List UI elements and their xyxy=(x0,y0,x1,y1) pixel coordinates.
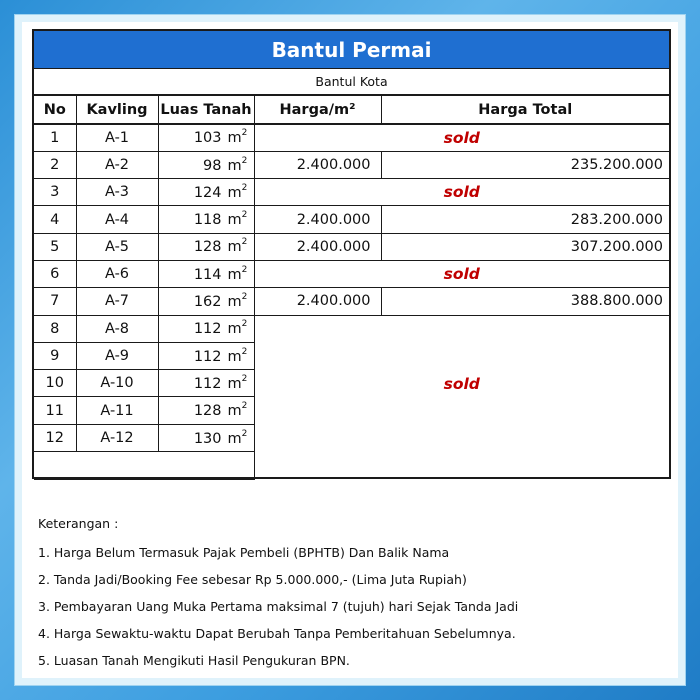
cell-luas-tanah xyxy=(158,370,254,397)
unit-superscript: 2 xyxy=(241,237,248,248)
unit-label xyxy=(222,210,248,228)
cell-luas-tanah xyxy=(158,260,254,287)
unit-text: m xyxy=(227,403,242,420)
price-list-card xyxy=(22,22,678,678)
unit-superscript: 2 xyxy=(241,373,248,384)
cell-kavling: A-5 xyxy=(76,233,158,260)
luas-value: 103 xyxy=(193,130,222,147)
unit-text: m xyxy=(227,293,242,310)
table-header-row xyxy=(34,96,669,124)
table-row xyxy=(34,179,669,206)
unit-label xyxy=(222,237,248,256)
unit-superscript: 2 xyxy=(241,155,248,166)
unit-label xyxy=(222,292,248,310)
page-title: Bantul Permai xyxy=(34,31,669,69)
note-item: 1. Harga Belum Termasuk Pajak Pembeli (BPHTB) Dan Balik Nama xyxy=(38,545,450,560)
unit-label xyxy=(222,182,248,201)
cell-harga-total: 388.800.000 xyxy=(381,288,669,315)
cell-kavling: A-6 xyxy=(76,260,158,287)
header-kavling: Kavling xyxy=(76,96,158,124)
unit-text: m xyxy=(227,430,242,447)
cell-harga-per-m2: 2.400.000 xyxy=(254,206,381,233)
table-body xyxy=(34,124,669,479)
cell-no: 11 xyxy=(34,397,76,424)
unit-superscript: 2 xyxy=(241,128,248,139)
luas-value: 128 xyxy=(193,403,222,420)
unit-superscript: 2 xyxy=(241,264,248,275)
unit-text: m xyxy=(227,375,242,392)
luas-value: 112 xyxy=(193,375,222,392)
cell-luas-tanah xyxy=(158,342,254,369)
unit-label xyxy=(222,373,248,392)
unit-superscript: 2 xyxy=(241,319,248,330)
note-item: 4. Harga Sewaktu-waktu Dapat Berubah Tanpa Pemberitahuan Sebelumnya. xyxy=(38,626,516,641)
cell-luas-tanah xyxy=(158,288,254,315)
cell-no: 10 xyxy=(34,370,76,397)
unit-text: m xyxy=(227,239,242,256)
header-harga-total: Harga Total xyxy=(381,96,669,124)
cell-no: 6 xyxy=(34,260,76,287)
cell-no: 5 xyxy=(34,233,76,260)
luas-value: 118 xyxy=(193,211,222,228)
cell-kavling: A-12 xyxy=(76,424,158,451)
cell-kavling: A-3 xyxy=(76,179,158,206)
table-row xyxy=(34,260,669,287)
unit-text: m xyxy=(227,130,242,147)
luas-value: 128 xyxy=(193,239,222,256)
unit-label xyxy=(222,428,248,447)
blank-cell xyxy=(34,452,254,479)
cell-harga-per-m2: 2.400.000 xyxy=(254,288,381,315)
unit-superscript: 2 xyxy=(241,292,248,303)
unit-label xyxy=(222,401,248,420)
cell-kavling: A-9 xyxy=(76,342,158,369)
cell-harga-per-m2: 2.400.000 xyxy=(254,233,381,260)
table-row xyxy=(34,206,669,233)
sold-label: sold xyxy=(254,124,669,151)
cell-luas-tanah xyxy=(158,124,254,151)
unit-text: m xyxy=(227,157,242,174)
table-row xyxy=(34,151,669,178)
cell-no: 7 xyxy=(34,288,76,315)
unit-text: m xyxy=(227,321,242,338)
cell-kavling: A-1 xyxy=(76,124,158,151)
unit-label xyxy=(222,264,248,283)
luas-value: 114 xyxy=(193,266,222,283)
cell-kavling: A-2 xyxy=(76,151,158,178)
unit-superscript: 2 xyxy=(241,182,248,193)
page-subtitle: Bantul Kota xyxy=(34,69,669,96)
cell-no: 9 xyxy=(34,342,76,369)
unit-superscript: 2 xyxy=(241,346,248,357)
cell-harga-total: 235.200.000 xyxy=(381,151,669,178)
note-item: 3. Pembayaran Uang Muka Pertama maksimal 7 (tujuh) hari Sejak Tanda Jadi xyxy=(38,599,519,614)
unit-text: m xyxy=(227,266,242,283)
table-row xyxy=(34,124,669,151)
table-row xyxy=(34,315,669,342)
cell-harga-total: 283.200.000 xyxy=(381,206,669,233)
luas-value: 124 xyxy=(193,184,222,201)
luas-value: 130 xyxy=(193,430,222,447)
cell-no: 2 xyxy=(34,151,76,178)
cell-luas-tanah xyxy=(158,179,254,206)
header-no: No xyxy=(34,96,76,124)
unit-superscript: 2 xyxy=(241,210,248,221)
cell-no: 4 xyxy=(34,206,76,233)
table-row xyxy=(34,288,669,315)
price-table xyxy=(34,96,669,480)
sold-label: sold xyxy=(254,260,669,287)
note-item: 2. Tanda Jadi/Booking Fee sebesar Rp 5.000.000,- (Lima Juta Rupiah) xyxy=(38,572,467,587)
unit-superscript: 2 xyxy=(241,428,248,439)
cell-kavling: A-11 xyxy=(76,397,158,424)
unit-text: m xyxy=(227,348,242,365)
unit-label xyxy=(222,128,248,147)
sold-label: sold xyxy=(254,315,669,479)
cell-kavling: A-10 xyxy=(76,370,158,397)
cell-luas-tanah xyxy=(158,233,254,260)
note-item: 5. Luasan Tanah Mengikuti Hasil Pengukuran BPN. xyxy=(38,653,350,668)
unit-label xyxy=(222,155,248,174)
unit-text: m xyxy=(227,184,242,201)
sold-label: sold xyxy=(254,179,669,206)
header-luas-tanah: Luas Tanah xyxy=(158,96,254,124)
cell-no: 12 xyxy=(34,424,76,451)
cell-no: 8 xyxy=(34,315,76,342)
cell-kavling: A-7 xyxy=(76,288,158,315)
cell-luas-tanah xyxy=(158,315,254,342)
price-table-sheet xyxy=(32,29,671,479)
cell-luas-tanah xyxy=(158,151,254,178)
cell-harga-total: 307.200.000 xyxy=(381,233,669,260)
unit-text: m xyxy=(227,211,242,228)
luas-value: 112 xyxy=(193,321,222,338)
header-harga-per-m2: Harga/m² xyxy=(254,96,381,124)
unit-label xyxy=(222,346,248,365)
cell-luas-tanah xyxy=(158,206,254,233)
cell-no: 1 xyxy=(34,124,76,151)
unit-label xyxy=(222,319,248,338)
cell-kavling: A-4 xyxy=(76,206,158,233)
luas-value: 98 xyxy=(203,157,222,174)
notes-heading: Keterangan : xyxy=(38,516,119,531)
luas-value: 162 xyxy=(193,293,222,310)
cell-no: 3 xyxy=(34,179,76,206)
luas-value: 112 xyxy=(193,348,222,365)
cell-harga-per-m2: 2.400.000 xyxy=(254,151,381,178)
cell-luas-tanah xyxy=(158,424,254,451)
notes-section xyxy=(38,516,658,680)
table-row xyxy=(34,233,669,260)
unit-superscript: 2 xyxy=(241,401,248,412)
cell-luas-tanah xyxy=(158,397,254,424)
cell-kavling: A-8 xyxy=(76,315,158,342)
